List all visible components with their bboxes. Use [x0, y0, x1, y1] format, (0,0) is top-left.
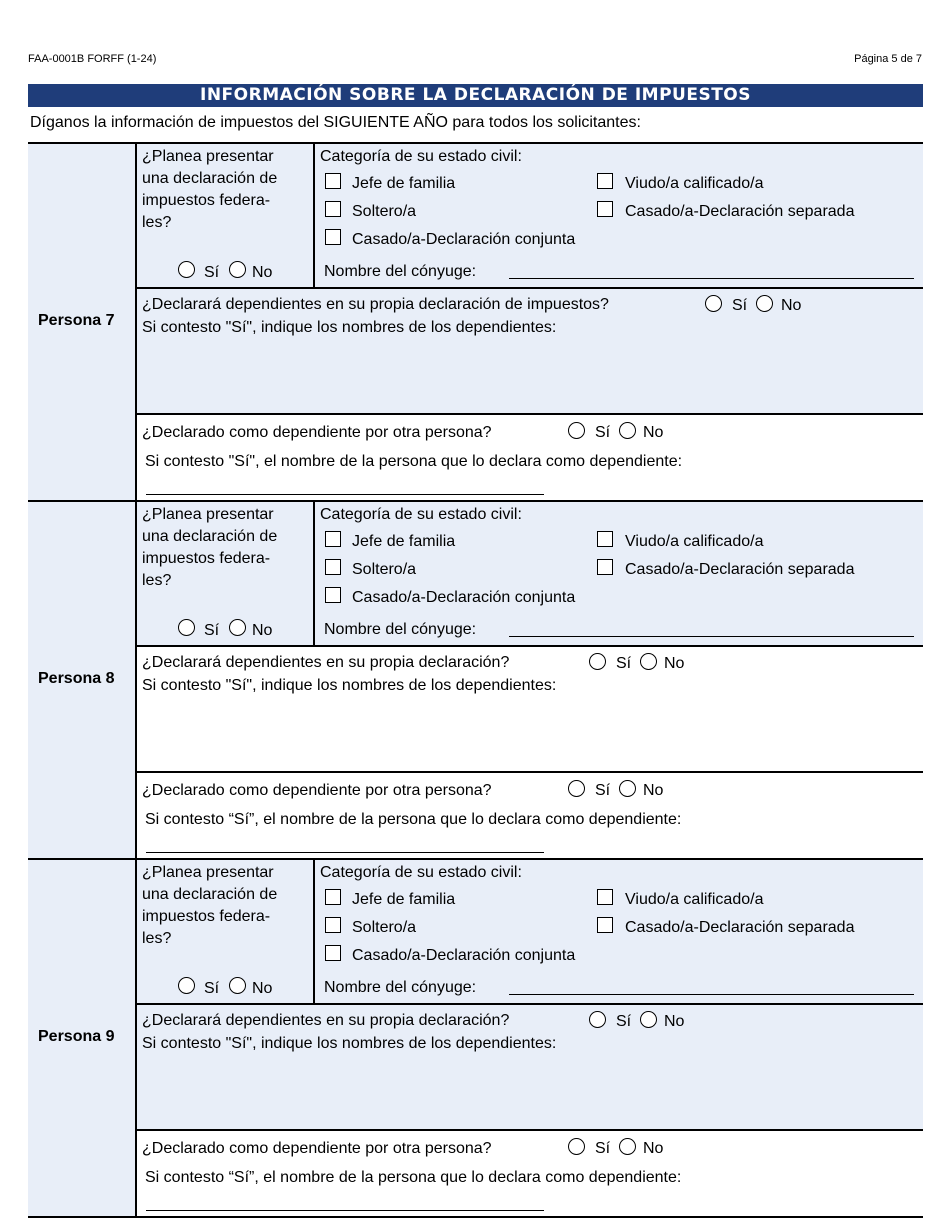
- head-of-household-checkbox[interactable]: [325, 889, 341, 905]
- claimer-name-field[interactable]: [146, 494, 544, 495]
- claimed-name-label: Si contesto "Sí", el nombre de la persona que lo declara como dependiente:: [145, 453, 683, 470]
- married-joint-checkbox[interactable]: [325, 587, 341, 603]
- divider: [313, 502, 315, 646]
- claimed-yes-radio[interactable]: [568, 780, 585, 797]
- married-separate-label: Casado/a-Declaración separada: [625, 561, 855, 578]
- no-label: No: [643, 782, 664, 799]
- claimed-question: ¿Declarado como dependiente por otra persona?: [142, 424, 492, 441]
- yes-label: Sí: [616, 1013, 632, 1030]
- dependents-yes-radio[interactable]: [589, 1011, 606, 1028]
- single-label: Soltero/a: [352, 919, 417, 936]
- plan-no-radio[interactable]: [229, 619, 246, 636]
- claimed-question: ¿Declarado como dependiente por otra persona?: [142, 1140, 492, 1157]
- single-checkbox[interactable]: [325, 559, 341, 575]
- spouse-name-field[interactable]: [509, 994, 914, 995]
- form-id: FAA-0001B FORFF (1-24): [28, 53, 157, 65]
- divider: [135, 287, 923, 289]
- yes-label: Sí: [204, 980, 220, 997]
- person-8-label-cell: [28, 502, 137, 858]
- spouse-label: Nombre del cónyuge:: [324, 621, 477, 638]
- dependents-question: ¿Declarará dependientes en su propia declaración de impuestos?: [142, 296, 609, 313]
- spouse-label: Nombre del cónyuge:: [324, 263, 477, 280]
- claimed-yes-radio[interactable]: [568, 1138, 585, 1155]
- divider: [135, 1003, 923, 1005]
- claimed-name-label: Si contesto “Sí”, el nombre de la persona que lo declara como dependiente:: [145, 811, 682, 828]
- person-label: Persona 7: [38, 312, 115, 329]
- person-label: Persona 9: [38, 1028, 115, 1045]
- marital-title: Categoría de su estado civil:: [320, 148, 522, 165]
- married-joint-label: Casado/a-Declaración conjunta: [352, 947, 576, 964]
- single-label: Soltero/a: [352, 561, 417, 578]
- married-joint-checkbox[interactable]: [325, 229, 341, 245]
- widow-checkbox[interactable]: [597, 531, 613, 547]
- claimed-question: ¿Declarado como dependiente por otra persona?: [142, 782, 492, 799]
- plan-question: impuestos federa-: [142, 550, 271, 567]
- person-8-block: [28, 500, 923, 860]
- no-label: No: [252, 980, 273, 997]
- dependents-yes-radio[interactable]: [589, 653, 606, 670]
- claimed-name-label: Si contesto “Sí”, el nombre de la persona que lo declara como dependiente:: [145, 1169, 682, 1186]
- plan-question: les?: [142, 930, 172, 947]
- plan-question: impuestos federa-: [142, 192, 271, 209]
- yes-label: Sí: [616, 655, 632, 672]
- dependents-names-label: Si contesto "Sí", indique los nombres de los dependientes:: [142, 1035, 557, 1052]
- spouse-name-field[interactable]: [509, 636, 914, 637]
- plan-no-radio[interactable]: [229, 261, 246, 278]
- marital-title: Categoría de su estado civil:: [320, 506, 522, 523]
- married-separate-label: Casado/a-Declaración separada: [625, 919, 855, 936]
- person-7-block: [28, 142, 923, 502]
- claimer-name-field[interactable]: [146, 1210, 544, 1211]
- no-label: No: [643, 1140, 664, 1157]
- no-label: No: [664, 1013, 685, 1030]
- widow-checkbox[interactable]: [597, 889, 613, 905]
- no-label: No: [252, 622, 273, 639]
- plan-question: ¿Planea presentar: [142, 506, 274, 523]
- page-number: Página 5 de 7: [854, 53, 922, 65]
- no-label: No: [252, 264, 273, 281]
- plan-yes-radio[interactable]: [178, 977, 195, 994]
- dependents-question: ¿Declarará dependientes en su propia declaración?: [142, 1012, 510, 1029]
- married-joint-label: Casado/a-Declaración conjunta: [352, 231, 576, 248]
- head-of-household-label: Jefe de familia: [352, 175, 456, 192]
- yes-label: Sí: [595, 1140, 611, 1157]
- married-separate-checkbox[interactable]: [597, 917, 613, 933]
- head-of-household-label: Jefe de familia: [352, 533, 456, 550]
- claimed-yes-radio[interactable]: [568, 422, 585, 439]
- widow-label: Viudo/a calificado/a: [625, 533, 764, 550]
- plan-question: una declaración de: [142, 886, 278, 903]
- plan-question: les?: [142, 214, 172, 231]
- claimer-name-field[interactable]: [146, 852, 544, 853]
- single-checkbox[interactable]: [325, 201, 341, 217]
- married-separate-label: Casado/a-Declaración separada: [625, 203, 855, 220]
- single-checkbox[interactable]: [325, 917, 341, 933]
- no-label: No: [643, 424, 664, 441]
- no-label: No: [781, 297, 802, 314]
- married-separate-checkbox[interactable]: [597, 201, 613, 217]
- dependents-yes-radio[interactable]: [705, 295, 722, 312]
- yes-label: Sí: [595, 424, 611, 441]
- married-joint-checkbox[interactable]: [325, 945, 341, 961]
- single-label: Soltero/a: [352, 203, 417, 220]
- person-9-block: [28, 858, 923, 1218]
- intro-text: Díganos la información de impuestos del SIGUIENTE AÑO para todos los solicitantes:: [30, 114, 641, 131]
- head-of-household-checkbox[interactable]: [325, 531, 341, 547]
- claimed-no-radio[interactable]: [619, 1138, 636, 1155]
- yes-label: Sí: [204, 622, 220, 639]
- head-of-household-checkbox[interactable]: [325, 173, 341, 189]
- plan-no-radio[interactable]: [229, 977, 246, 994]
- plan-question: una declaración de: [142, 528, 278, 545]
- yes-label: Sí: [204, 264, 220, 281]
- plan-yes-radio[interactable]: [178, 261, 195, 278]
- married-separate-checkbox[interactable]: [597, 559, 613, 575]
- person-label: Persona 8: [38, 670, 115, 687]
- divider: [313, 144, 315, 288]
- claimed-no-radio[interactable]: [619, 422, 636, 439]
- head-of-household-label: Jefe de familia: [352, 891, 456, 908]
- dependents-names-label: Si contesto "Sí", indique los nombres de los dependientes:: [142, 319, 557, 336]
- plan-question: impuestos federa-: [142, 908, 271, 925]
- widow-label: Viudo/a calificado/a: [625, 891, 764, 908]
- dependents-no-radio[interactable]: [640, 1011, 657, 1028]
- person-7-label-cell: [28, 144, 137, 500]
- plan-question: ¿Planea presentar: [142, 864, 274, 881]
- divider: [313, 860, 315, 1004]
- claimed-no-radio[interactable]: [619, 780, 636, 797]
- spouse-label: Nombre del cónyuge:: [324, 979, 477, 996]
- plan-question: ¿Planea presentar: [142, 148, 274, 165]
- yes-label: Sí: [732, 297, 748, 314]
- dependents-no-radio[interactable]: [756, 295, 773, 312]
- section-title: INFORMACIÓN SOBRE LA DECLARACIÓN DE IMPUESTOS: [28, 84, 923, 107]
- yes-label: Sí: [595, 782, 611, 799]
- no-label: No: [664, 655, 685, 672]
- widow-checkbox[interactable]: [597, 173, 613, 189]
- dependents-names-label: Si contesto "Sí", indique los nombres de los dependientes:: [142, 677, 557, 694]
- spouse-name-field[interactable]: [509, 278, 914, 279]
- dependents-question: ¿Declarará dependientes en su propia declaración?: [142, 654, 510, 671]
- married-joint-label: Casado/a-Declaración conjunta: [352, 589, 576, 606]
- plan-yes-radio[interactable]: [178, 619, 195, 636]
- widow-label: Viudo/a calificado/a: [625, 175, 764, 192]
- person-9-label-cell: [28, 860, 137, 1216]
- dependents-no-radio[interactable]: [640, 653, 657, 670]
- plan-question: les?: [142, 572, 172, 589]
- plan-question: una declaración de: [142, 170, 278, 187]
- marital-title: Categoría de su estado civil:: [320, 864, 522, 881]
